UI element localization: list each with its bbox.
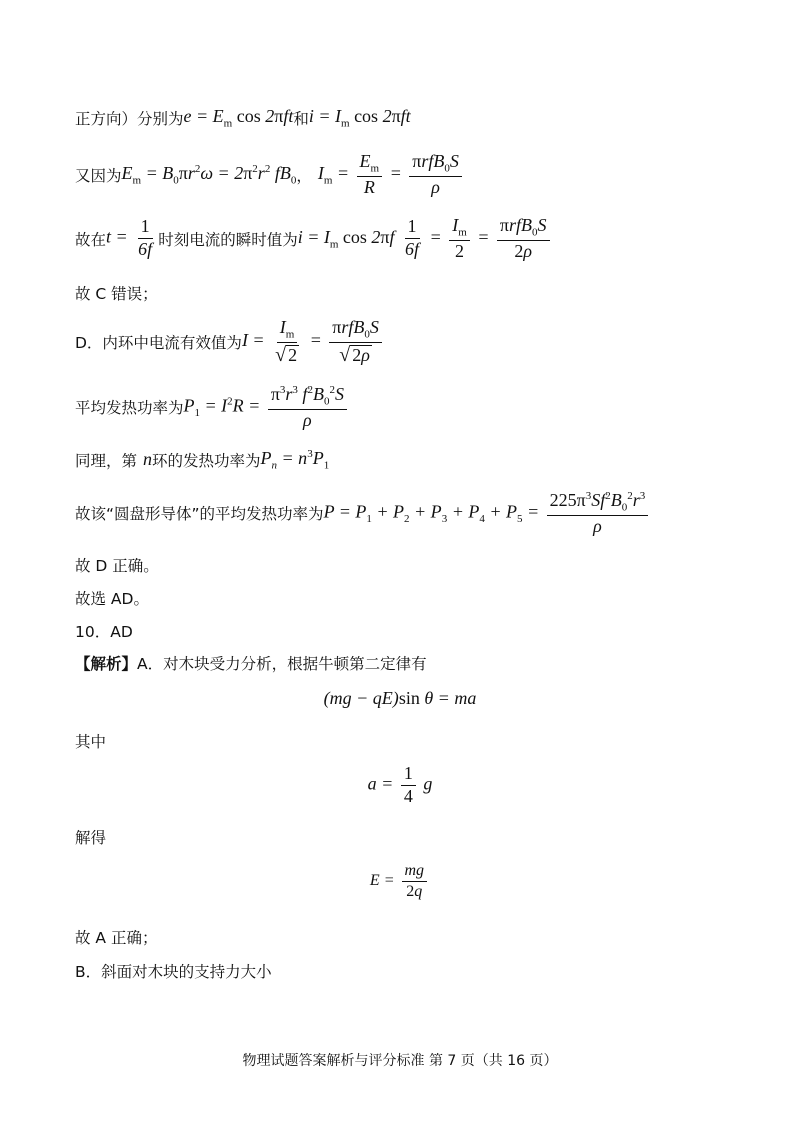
line-10 [75,587,149,609]
line-15 [75,926,157,948]
text: 正方向）分别为 [75,109,184,128]
text: A．对木块受力分析，根据牛顿第二定律有 [137,655,427,673]
line-7: 同理，第 n 环的发热功率为 $P_n = n^3P_1$ [75,448,330,472]
text: 故该“圆盘形导体”的平均发热功率为 [75,505,324,524]
line-13 [75,730,106,752]
question-number: 10．AD [75,623,133,641]
formula-p1: $P_1 = I^2R$ = $\frac{\pi^3r^3 f^2B_0^2S}{\rho}$ [184,384,350,430]
line-2: 又因为 $E_m = B_0\pi r^2\omega = 2\pi^2r^2$ $fB_0$ ， $I_m$ = $\frac{E_m}{R}$ = $\frac{\pi rfB_0S}{\rho}$ [75,152,465,197]
page-footer: 物理试题答案解析与评分标准 第 7 页（共 16 页） [242,1053,558,1069]
analysis-tag: 【解析】 [75,655,138,673]
line-16 [75,960,272,982]
text: B．斜面对木块的支持力大小 [75,963,272,981]
equation-newton: (mg − qE)sin θ = ma [323,688,477,708]
formula-pn: $P_n = n^3P_1$ [260,448,330,472]
line-14 [75,826,106,848]
formula-p-total: $P = P_1 + P_2 + P_3 + P_4 + P_5$ = $\frac{225\pi^3Sf^2B_0^2r^3}{\rho}$ [324,490,652,536]
line-6 [75,384,350,430]
formula-rms: I = $I_m$ √ 2 = πrfB$_0$S √ 2ρ [242,318,385,366]
formula-t: t = $\frac{1}{6f}$ [106,216,153,260]
text: 故选 AD。 [75,590,149,608]
text: D．内环中电流有效值为 [75,333,242,352]
text: 和 [293,109,309,128]
line-1 [75,106,411,130]
equation-e: E = $\frac{mg}{2q}$ [0,862,800,900]
line-11 [75,620,133,642]
text: 同理，第 [75,451,138,470]
text: 平均发热功率为 [75,399,184,418]
formula-e: $e = E_m$ cos 2πft [183,106,294,130]
text: 故 C 错误； [75,285,158,303]
formula-im: $I_m$ = $\frac{E_m}{R}$ = $\frac{\pi rfB_0S}{\rho}$ [318,152,465,197]
line-3 [75,216,553,261]
line-9 [75,554,159,576]
text: 故 D 正确。 [75,557,159,575]
equation-a: a = $\frac{1}{4}$ g [367,763,433,806]
formula-em: $E_m = B_0\pi r^2\omega = 2\pi^2r^2$ $fB_0$ [121,162,297,187]
text: 其中 [75,733,107,751]
line-12 [75,652,427,674]
text: 故 A 正确； [75,929,158,947]
line-8 [75,490,651,536]
text: 故在 [75,230,107,249]
formula-i-instant: $i = I_m$ cos 2πf $\frac{1}{6f}$ = $\frac{I_m}{2}$ = $\frac{\pi rfB_0S}{2\rho}$ [298,216,553,261]
line-4 [75,282,158,304]
text: 环的发热功率为 [152,451,261,470]
text: 时刻电流的瞬时值为 [158,230,298,249]
formula-i: $i = I_m$ cos 2πft [308,106,411,130]
line-5 [75,318,385,366]
text: 解得 [75,829,107,847]
text: 又因为 [75,166,122,185]
